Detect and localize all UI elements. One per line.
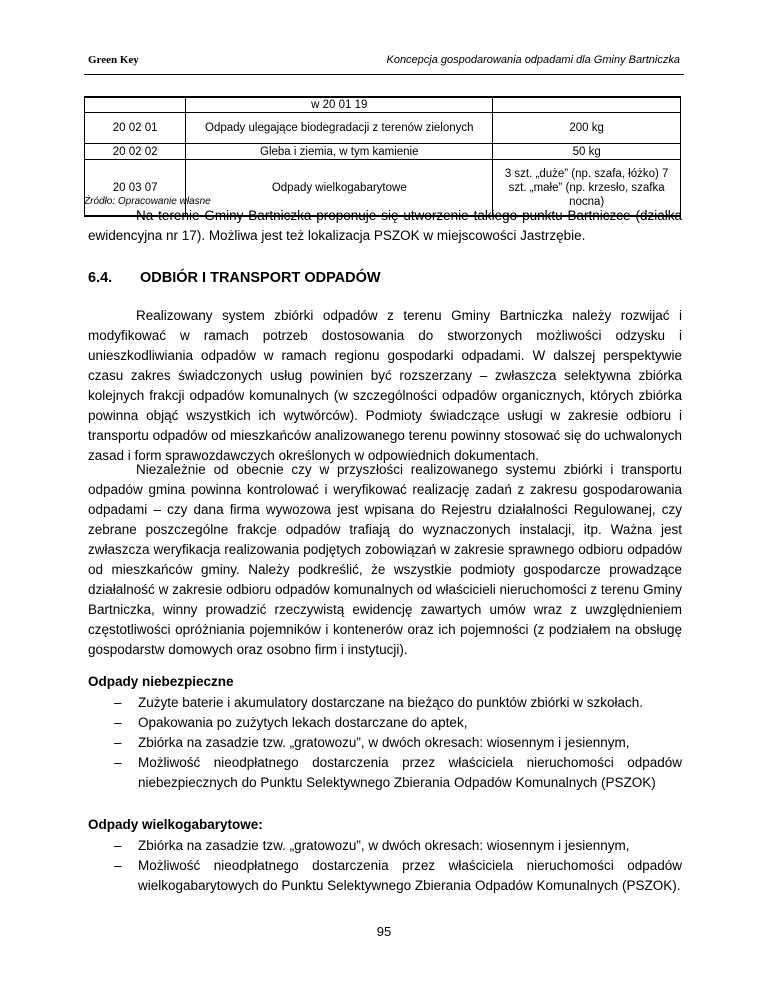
table-row bbox=[85, 144, 681, 160]
header-left: Green Key bbox=[88, 54, 139, 66]
list-item-text: Możliwość nieodpłatnego dostarczenia przez właściciela nieruchomości odpadów niebezpiecznych do Punktu Selektywnego Zbierania Odpadów Komunalnych (PSZOK) bbox=[138, 755, 682, 790]
page-number: 95 bbox=[376, 924, 392, 939]
list-item bbox=[88, 856, 682, 896]
list-item-text: Zbiórka na zasadzie tzw. „gratowozu”, w dwóch okresach: wiosennym i jesiennym, bbox=[138, 735, 630, 750]
header-rule bbox=[84, 74, 684, 75]
table-cell-desc: Odpady wielkogabarytowe bbox=[186, 160, 493, 217]
paragraph-text: Realizowany system zbiórki odpadów z terenu Gminy Bartniczka należy rozwijać i modyfikować w ramach potrzeb dostosowania do stworzonych możliwości odzysku i unieszkodliwiania odpadów w ramach regionu gospodarki odpadami. W dalszej perspektywie czasu zakres świadczonych usług powinien być rozszerzany – zwłaszcza selektywna zbiórka kolejnych frakcji odpadów komunalnych (w szczególności odpadów organicznych, których zbiórka powinna objąć wszystkich ich wytwórców). Podmioty świadczące usługi w zakresie odbioru i transportu odpadów od mieszkańców analizowanego terenu powinny stosować się do uchwalonych zasad i form sprawozdawczych określonych w odpowiednich dokumentach. bbox=[88, 308, 682, 463]
table-cell-qty bbox=[493, 97, 681, 113]
hazardous-waste-heading: Odpady niebezpieczne bbox=[88, 674, 234, 689]
table-cell-desc: Odpady ulegające biodegradacji z terenów zielonych bbox=[186, 113, 493, 144]
section-number: 6.4. bbox=[88, 270, 113, 286]
table-cell-code: 20 02 02 bbox=[85, 144, 186, 160]
list-item bbox=[88, 713, 682, 733]
paragraph-pszok-location bbox=[88, 206, 682, 246]
list-item-text: Możliwość nieodpłatnego dostarczenia przez właściciela nieruchomości odpadów wielkogabarytowych do Punktu Selektywnego Zbierania Odpadów Komunalnych (PSZOK). bbox=[138, 858, 682, 893]
table-cell-code: 20 03 07 bbox=[85, 160, 186, 217]
table-cell-desc: Gleba i ziemia, w tym kamienie bbox=[186, 144, 493, 160]
dash-bullet: – bbox=[114, 838, 122, 853]
section-title: ODBIÓR I TRANSPORT ODPADÓW bbox=[140, 270, 381, 286]
list-item-text: Opakowania po zużytych lekach dostarczane do aptek, bbox=[138, 715, 468, 730]
table-row bbox=[85, 97, 681, 113]
dash-bullet: – bbox=[114, 755, 122, 770]
paragraph-monitoring bbox=[88, 460, 682, 660]
section-heading bbox=[88, 270, 381, 286]
list-item-text: Zbiórka na zasadzie tzw. „gratowozu”, w dwóch okresach: wiosennym i jesiennym, bbox=[138, 838, 630, 853]
hazardous-waste-list bbox=[88, 693, 682, 793]
list-item-text: Zużyte baterie i akumulatory dostarczane na bieżąco do punktów zbiórki w szkołach. bbox=[138, 695, 644, 710]
table-cell-qty: 50 kg bbox=[493, 144, 681, 160]
dash-bullet: – bbox=[114, 735, 122, 750]
list-item bbox=[88, 733, 682, 753]
table-cell-qty: 3 szt. „duże” (np. szafa, łóżko) 7 szt. „małe” (np. krzesło, szafka nocna) bbox=[493, 160, 681, 217]
bulky-waste-list bbox=[88, 836, 682, 896]
table-cell-qty: 200 kg bbox=[493, 113, 681, 144]
list-item bbox=[88, 836, 682, 856]
dash-bullet: – bbox=[114, 695, 122, 710]
table-source-note: Źródło: Opracowanie własne bbox=[84, 196, 211, 207]
table-row bbox=[85, 113, 681, 144]
list-item bbox=[88, 753, 682, 793]
table-cell-desc: w 20 01 19 bbox=[186, 97, 493, 113]
list-item bbox=[88, 693, 682, 713]
dash-bullet: – bbox=[114, 715, 122, 730]
bulky-waste-heading: Odpady wielkogabarytowe: bbox=[88, 817, 263, 832]
table-cell-code: 20 02 01 bbox=[85, 113, 186, 144]
paragraph-text: Niezależnie od obecnie czy w przyszłości realizowanego systemu zbiórki i transportu odpadów gmina powinna kontrolować i weryfikować realizację zadań z zakresu gospodarowania odpadami – czy dana firma wywozowa jest wpisana do Rejestru działalności Regulowanej, czy zebrane poszczególne frakcje odpadów trafiają do wyznaczonych instalacji, itp. Ważna jest zwłaszcza weryfikacja realizowania podjętych zobowiązań w zakresie sprawnego odbioru odpadów od mieszkańców gminy. Należy podkreślić, że wszystkie podmioty gospodarcze prowadzące działalność w zakresie odbioru odpadów komunalnych od właścicieli nieruchomości z terenu Gminy Bartniczka, winny prowadzić rzeczywistą ewidencję zawartych umów wraz z uwzględnieniem częstotliwości opróżniania pojemników i kontenerów oraz ich pojemności (z podziałem na obsługę gospodarstw domowych oraz osobno firm i instytucji). bbox=[88, 462, 682, 657]
header-right: Koncepcja gospodarowania odpadami dla Gminy Bartniczka bbox=[386, 54, 680, 66]
paragraph-collection-system bbox=[88, 306, 682, 466]
paragraph-text: Na terenie Gminy Bartniczka proponuje się utworzenie takiego punktu Bartniczce (działka ewidencyjna nr 17). Możliwa jest też lokalizacja PSZOK w miejscowości Jastrzębie. bbox=[88, 208, 682, 243]
table-cell-code bbox=[85, 97, 186, 113]
dash-bullet: – bbox=[114, 858, 122, 873]
